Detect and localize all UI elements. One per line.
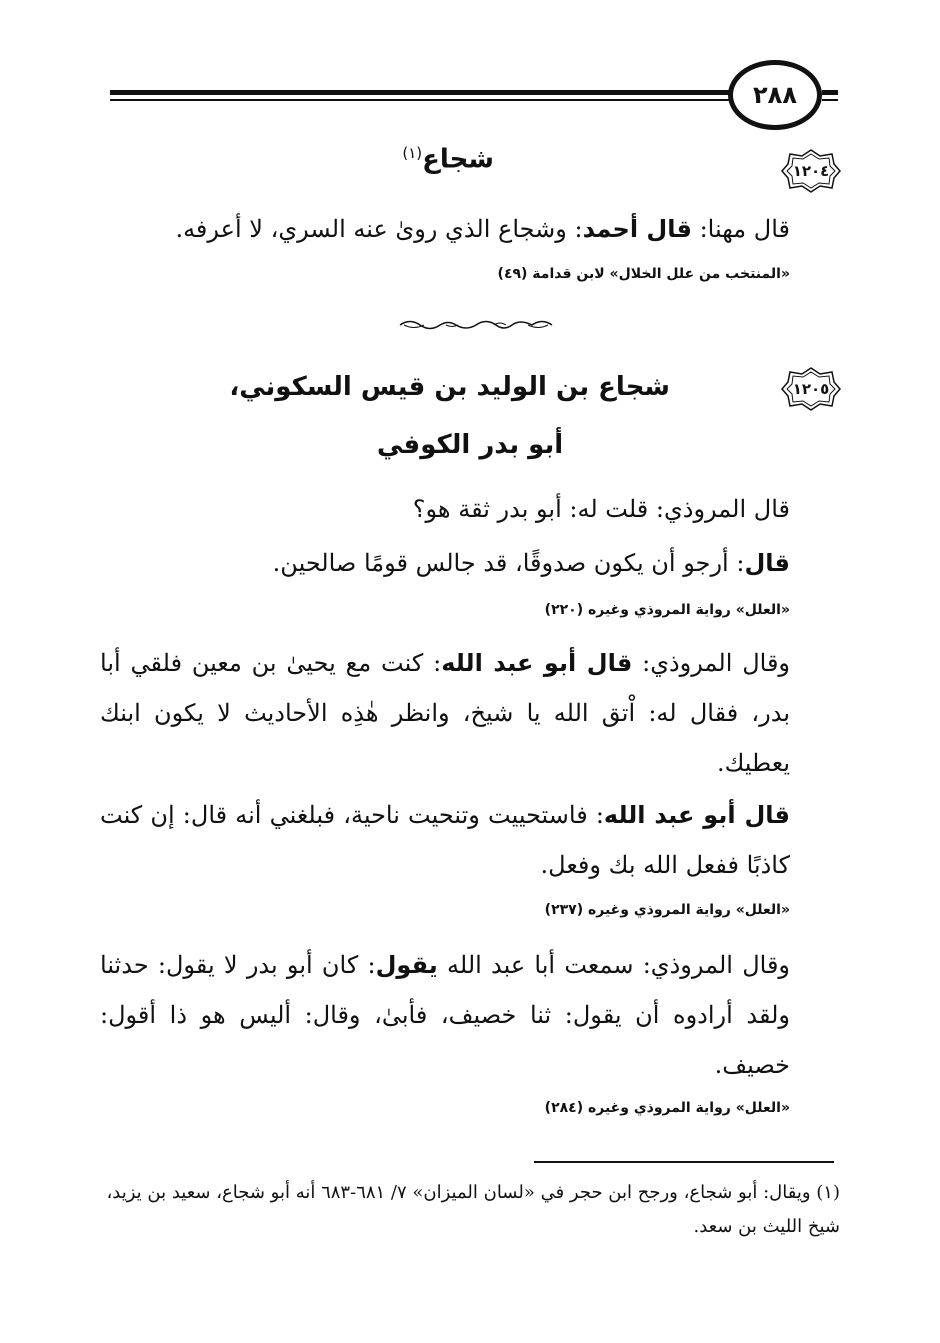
source-citation: «العلل» رواية المروذي وغيره (٢٣٧) — [544, 902, 790, 918]
paragraph: قال المروذي: قلت له: أبو بدر ثقة هو؟ — [412, 495, 790, 523]
footnote — [104, 1176, 840, 1244]
paragraph: قال مهنا: قال أحمد: وشجاع الذي روىٰ عنه السري، لا أعرفه. — [175, 215, 790, 243]
source-citation: «المنتخب من علل الخلال» لابن قدامة (٤٩) — [497, 266, 790, 282]
entry-title: شجاع بن الوليد بن قيس السكوني، — [229, 372, 670, 402]
paragraph: قال أبو عبد الله: فاستحييت وتنحيت ناحية، فبلغني أنه قال: إن كنت كاذبًا ففعل الله بك وفعل. — [100, 801, 791, 879]
footnote-text: ويقال: أبو شجاع، ورجح ابن حجر في «لسان الميزان» ٧/ ٦٨١-٦٨٣ أنه أبو شجاع، سعيد بن يزيد، شيخ الليث بن سعد. — [106, 1182, 840, 1237]
entry-number: ١٢٠٥ — [792, 380, 830, 398]
entry-subtitle: أبو بدر الكوفي — [376, 430, 564, 460]
entry-number: ١٢٠٤ — [792, 162, 830, 180]
entry-title: شجاع$^{(١)}$ — [402, 144, 494, 175]
entry-number-badge — [780, 366, 842, 412]
paragraph: وقال المروذي: سمعت أبا عبد الله يقول: كان أبو بدر لا يقول: حدثنا ولقد أرادوه أن يقول: ثنا خصيف، فأبىٰ، وقال: أليس هو ذا أقول: خصيف. — [100, 951, 791, 1079]
header-rule — [110, 90, 730, 95]
page-number: ٢٨٨ — [728, 60, 822, 130]
footnote-rule — [534, 1161, 834, 1163]
footnote-marker: (١) — [816, 1182, 840, 1203]
footnote-ref[interactable]: (١) — [402, 144, 423, 162]
ornament-divider — [396, 318, 556, 332]
header-rule-thin — [110, 99, 730, 101]
entry-number-badge — [780, 148, 842, 194]
paragraph: وقال المروذي: قال أبو عبد الله: كنت مع يحيىٰ بن معين فلقي أبا بدر، فقال له: اْتق الله يا شيخ، وانظر هٰذِه الأحاديث لا يكون ابنك يعطيك. — [100, 649, 791, 777]
source-citation: «العلل» رواية المروذي وغيره (٢٢٠) — [544, 602, 790, 618]
header-rule-right-thin — [822, 99, 838, 101]
header-rule-right — [822, 90, 838, 95]
paragraph: قال: أرجو أن يكون صدوقًا، قد جالس قومًا صالحين. — [272, 549, 790, 577]
source-citation: «العلل» رواية المروذي وغيره (٢٨٤) — [544, 1100, 790, 1116]
